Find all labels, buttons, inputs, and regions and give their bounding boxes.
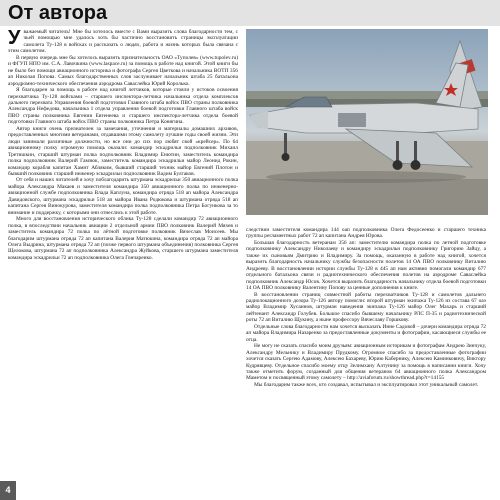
page-number: 4 <box>5 485 11 495</box>
paragraph: Автор книги очень признателен за замечания, уточнения и материалы домашних архивов, предоставленных многими ветеранами, отдавшими этому самолету лучшие годы своей жизни. Эти люди занимали различные должности, но все они до сих пор любят свой «крейсер». По 64 авиационному полку огромную помощь оказали: командир эскадрильи подполковник Михаил Третишкин, старший штурман полка подполковник Владимир Енютин, заместитель командира полка подполковник Валерий Гамзюк, заместитель командира эскадрильи майор Леонид Рокин, командир корабля капитан Хамит Абляким, бывший старший техник майор Евгений Плотон и бывший полковник старший инженер эскадрильи подполковник Вадим Булгаков. <box>8 125 238 177</box>
paragraph: Большая благодарность ветеранам 356 ап: заместителю командира полка по летной подготовке подполковнику Александру Николаеву и командиру эскадрильи подполковнику Григорию Зайцу, а также их сыновьям Дмитрию и Владимиру. За помощь, оказанную в работе над книгой, хочется выразить благодарность начальнику службы безопасности полетов 14 ОА ПВО полковнику Виталию Андрееву. В восстановлении истории службы Ту-128 в 445 ап нам активно помогали командир 677 отдельного батальона связи и радиотехнического обеспечения полетов на аэродроме Саваслейка подполковник Александр Юсов. Хочется выразить благодарность начальнику отдела боевой подготовки 14 ОА ПВО полковнику Валентину Попову за ценные дополнения к книге. <box>246 239 486 292</box>
left-column <box>8 29 238 261</box>
paragraph: Мы благодарим также всех, кто создавал, испытывал и эксплуатировал этот уникальный самолет. <box>254 381 479 388</box>
paragraph: Не могу не сказать спасибо моим друзьям: авиационным историкам и фотографам Андрею Зинчуку, Александру Мельнику и Владимиру Прудкому. Огромное спасибо за предоставленные фотографии хочется сказать Сергею Адамову, Алексею Бахареву, Юрию Кабернику, Алексею Каминковичу, Виктору Кудрявцеву. Отдельное спасибо моему отцу Зелимхану Алтунину за помощь в написании книги. Хочу также отметить форум, созданный для общения ветеранов 64 авиационного полка Александром Маметом и посвященный этому самолету – http://aviaforum.ru/showthread.php?t=14155 <box>246 343 486 382</box>
right-column <box>246 227 486 388</box>
aircraft-illustration <box>246 29 488 215</box>
paragraph: Я благодарен за помощь в работе над книгой летчиков, которые стояли у истоков освоения перехватчика Ту-128 войсками – старшего инспектора-летчика начальника отдела комплексов дальнего перехвата Управления боевой подготовки Главного штаба войск ПВО страны полковника Александра Нефедова, начальника 1 отдела управления боевой подготовки Главного штаба войск ПВО страны полковника Евгения Евтенеева и старшего инспектора-летчика отдела боевой подготовки Главного штаба войск ПВО страны полковника Петра Конягина. <box>8 87 238 126</box>
aircraft-photo <box>246 29 488 215</box>
paragraph: От себя и наших читателей я хочу поблагодарить штурмана эскадрильи 350 авиационного полка майора Александра Макаев и заместителя командира 350 авиационного полка по инженерно-авиационной службе подполковника Влада Каплуна, командира отряда 518 ап майора Александра Давидовского, штурмана эскадрильи 518 ап майора Ивана Родюкова и штурмана отряда 518 ап капитана Сергея Винокурова, заместителя командира полка подполковника Петра Богункова за то внимание и поддержку, с которыми они отнеслись к этой работе. <box>8 177 238 216</box>
paragraph: Много для восстановления исторического облика Ту-128 сделали командир 72 авиационного полка, в впоследствии начальник авиации 2 отдельной армии ПВО полковник Валерий Мяхев и заместитель командира 72 полка по лётной подготовке полковник Вячеслав Моисеев. Мы благодарим штурмана отряда 72 ап капитана Валерия Матюкина, командира отряда 72 ап майора Олега Выдрина, штурмана отряда 72 ап (позже первого штурмана объединения) полковника Сергея Щелокова, штурмана 72 ап подполковника Александра Жуйкова, старшего штурмана заместителя командира эскадрильи 72 ап подполковника Олега Гончаренко. <box>8 216 238 261</box>
page-title: От автора <box>8 2 108 24</box>
paragraph: Уважаемый читатель! Мне бы хотелось вместе с Вами выразить слова благодарности тем, с чьей помощью мне удалось хоть бы частично восстановить страницы эксплуатации самолета Ту-128 в войсках и рассказать о людях, работа и жизнь которых была связана с этим самолетом. <box>8 27 238 55</box>
paragraph: В первую очередь мне бы хотелось выразить признательность ОАО «Туполев» (www.tupolev.ru) и ФГУП НПО им. С.А. Лавочкина (www.laspace.ru) за помощь в работе над книгой. Этой книги бы не было без помощи авиационного историка и фотографа Сергея Цветкова и начальника ВОТП 356 ап Николая Попова. Самых благодарственных слов заслуживает начальник штаба 25 батальона аэродромно-технического обеспечения аэродрома Саваслейка Юрий Королько. <box>8 54 238 87</box>
paragraph: В восстановлении страниц совместной работы перехватчиков Ту-128 и самолетов дальнего радиолокационного дозора Ту-126 автору помогли: второй штурман экипажа Ту-126 из состава 67 оаэ майор Владимир Хусаинов, штурман наведения экипажа Ту-126 майор Олег Махарь и старший лейтенант Александр Голубев. Большое спасибо бывшему начальнику РЛС П-35 и радиотехнической роты 72 ап Виталию Щукину, а ныне профессору Вячеславу Горшкову. <box>246 291 486 324</box>
paragraph: Отдельные слова благодарности нам хочется высказать Инне Садовой – дочери командира отряда 72 ап майора Владимира Назаренко за предоставленные документы и фотографии, касающиеся службы ее отца. <box>246 323 486 343</box>
paragraph: следствии заместителя командира 144 оап подполковника Олега Федосеенко и старшего техника группы регламентных работ 72 ап капитана Андрея Юрова. <box>246 227 486 240</box>
drop-cap: У <box>8 27 21 49</box>
